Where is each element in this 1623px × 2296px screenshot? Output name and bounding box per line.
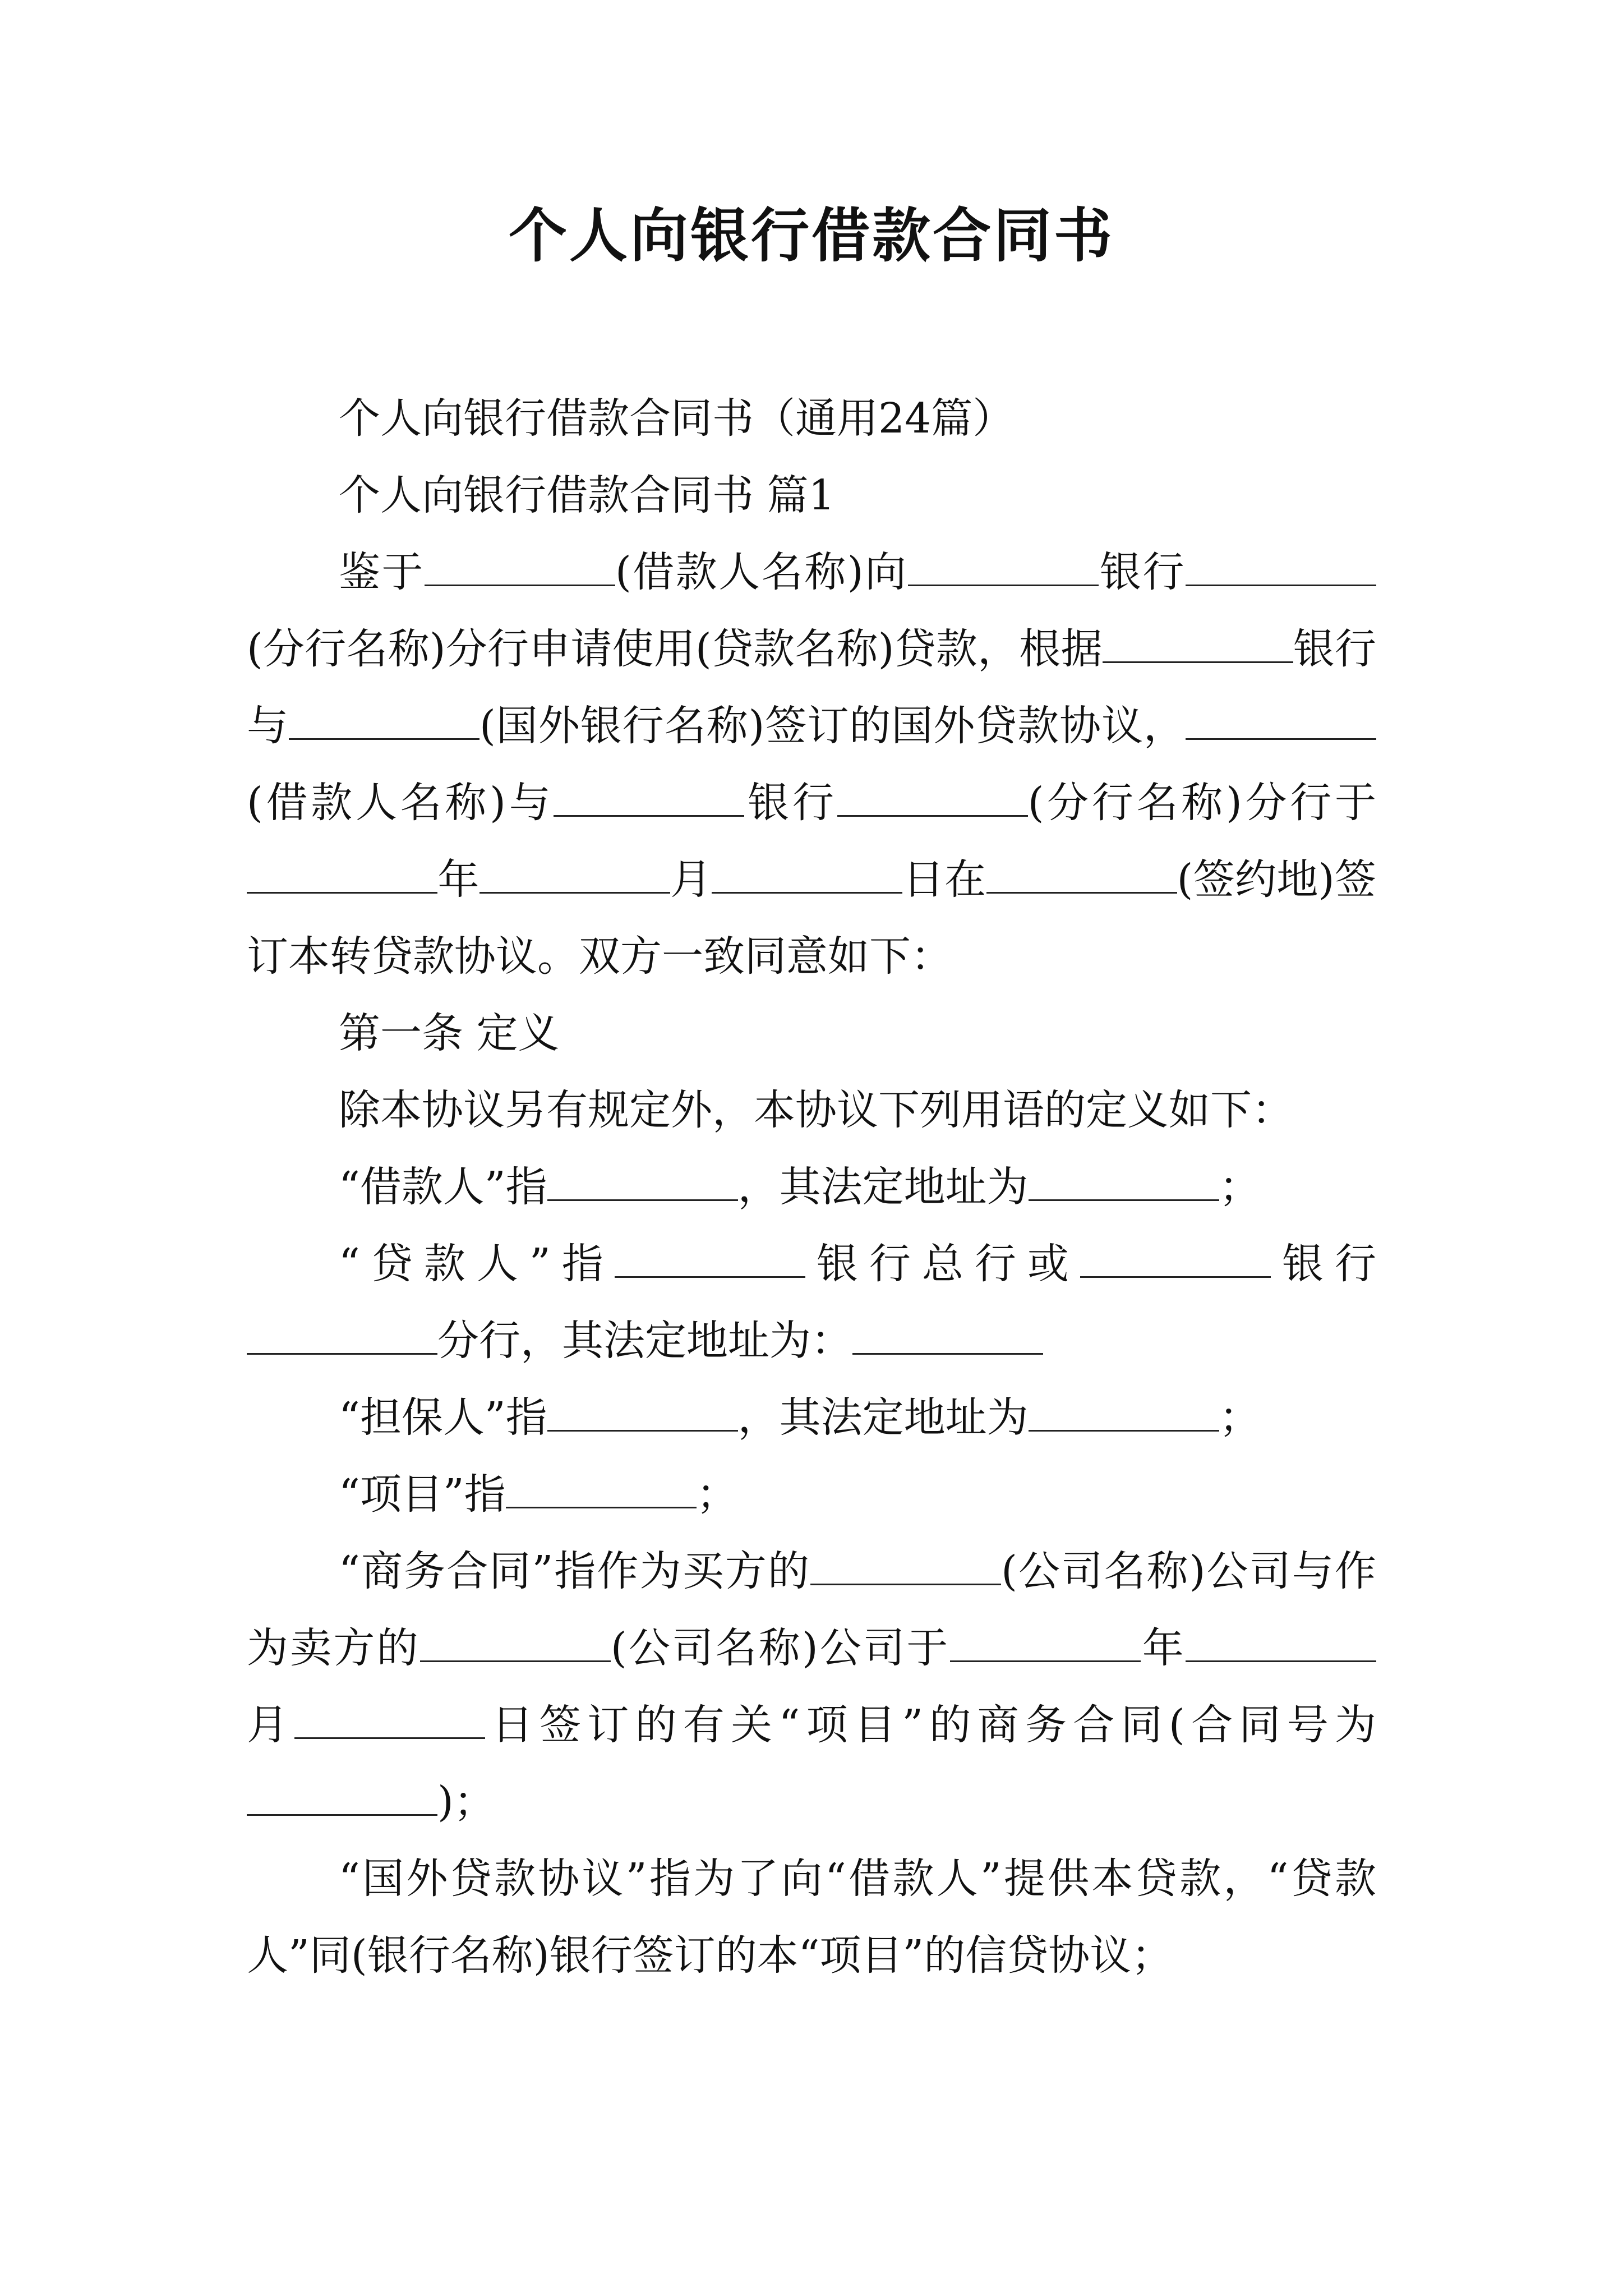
- blank-line: [837, 771, 1028, 817]
- blank-line: [479, 848, 670, 894]
- blank-line: [986, 848, 1177, 894]
- blank-line: [1029, 1156, 1219, 1201]
- blank-line: [950, 1617, 1141, 1662]
- blank-line: [247, 1770, 437, 1816]
- blank-line: [908, 541, 1099, 586]
- blank-line: [425, 541, 615, 586]
- article-heading: 第一条 定义: [339, 1009, 560, 1057]
- definition-borrower: “借款人”指 ，其法定地址为 ；: [247, 1149, 1376, 1226]
- document-title: 个人向银行借款合同书: [508, 201, 1114, 270]
- blank-line: [852, 1309, 1043, 1355]
- blank-line: [1029, 1386, 1219, 1432]
- blank-line: [712, 848, 902, 894]
- blank-line: [554, 771, 744, 817]
- definition-lender: “贷款人”指 银行总行或 银行分行，其法定地址为：: [247, 1226, 1376, 1379]
- blank-line: [420, 1617, 611, 1662]
- definition-commercial-contract: “商务合同”指作为买方的 (公司名称)公司与作为卖方的 (公司名称)公司于 年月 日签订的有关“项目”的商务合同(合同号为)；: [247, 1533, 1376, 1841]
- blank-line: [615, 1232, 805, 1278]
- blank-line: [1186, 694, 1376, 740]
- definition-foreign-loan-agreement: “国外贷款协议”指为了向“借款人”提供本贷款，“贷款人”同(银行名称)银行签订的本“项目”的信贷协议；: [247, 1855, 1376, 1980]
- blank-line: [506, 1463, 697, 1508]
- blank-line: [1103, 618, 1293, 663]
- document-body: [247, 380, 1376, 1994]
- document-subtitle: 个人向银行借款合同书（通用24篇）: [339, 394, 1015, 443]
- blank-line: [247, 848, 437, 894]
- blank-line: [547, 1156, 738, 1201]
- blank-line: [1186, 541, 1376, 586]
- blank-line: [289, 694, 479, 740]
- paragraph-preamble: 鉴于 (借款人名称)向 银行(分行名称)分行申请使用(贷款名称)贷款，根据 银行与 (国外银行名称)签订的国外贷款协议，(借款人名称)与 银行 (分行名称)分行于年 月 日在 (签约地)签订本转贷款协议。双方一致同意如下：: [247, 534, 1376, 995]
- definition-project: “项目”指 ；: [247, 1456, 1376, 1533]
- blank-line: [1186, 1617, 1376, 1662]
- blank-line: [547, 1386, 738, 1432]
- blank-line: [294, 1694, 485, 1739]
- blank-line: [810, 1540, 1001, 1585]
- article-intro: 除本协议另有规定外，本协议下列用语的定义如下：: [339, 1086, 1293, 1134]
- blank-line: [1080, 1232, 1271, 1278]
- blank-line: [247, 1309, 437, 1355]
- definition-guarantor: “担保人”指 ，其法定地址为 ；: [247, 1379, 1376, 1456]
- section-heading: 个人向银行借款合同书 篇1: [339, 471, 835, 519]
